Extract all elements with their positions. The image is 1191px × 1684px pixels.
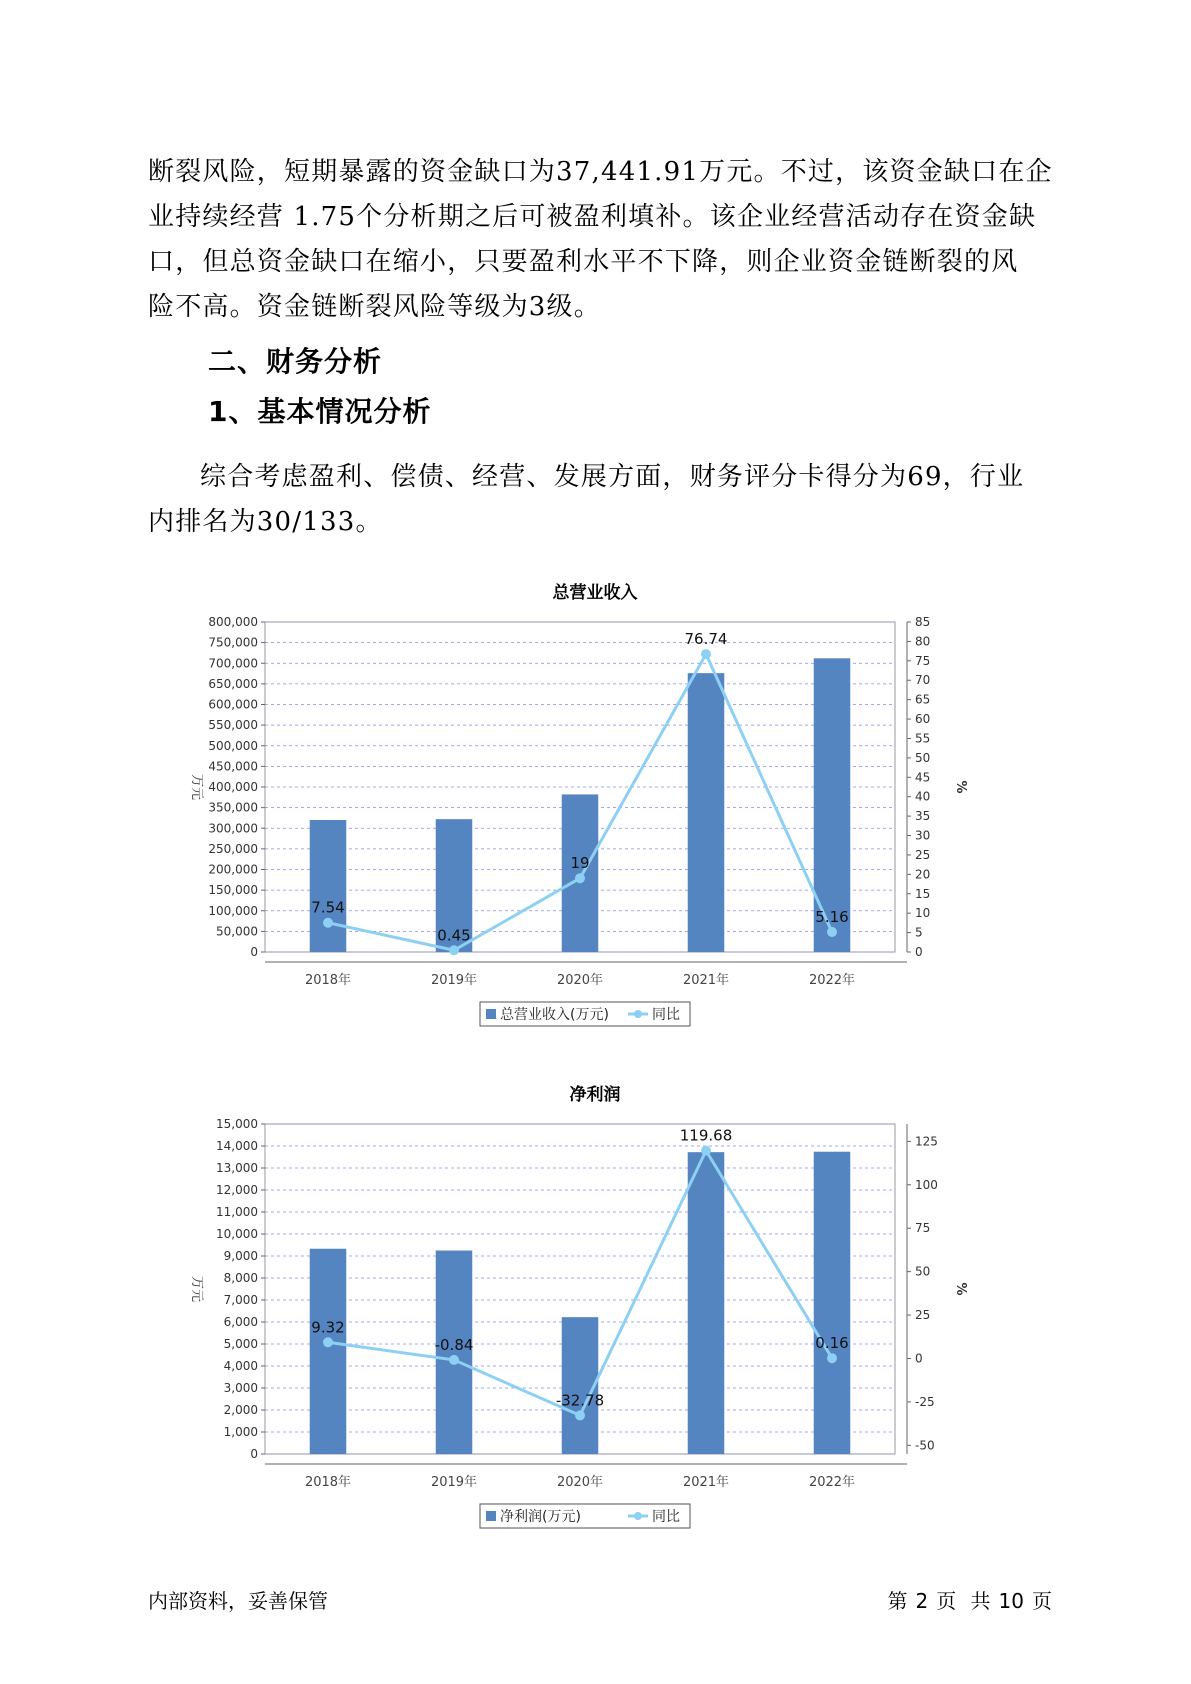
bar	[814, 1152, 851, 1454]
line-point	[701, 649, 711, 659]
y2-tick-label: 10	[915, 906, 931, 921]
y-tick-label: 400,000	[208, 780, 258, 794]
y-tick-label: 350,000	[208, 800, 258, 815]
y-tick-label: 600,000	[208, 697, 258, 712]
y-tick-label: 800,000	[208, 615, 258, 629]
y2-tick-label: -25	[915, 1394, 935, 1409]
data-label: -0.84	[434, 1335, 474, 1354]
net-profit-chart	[175, 1112, 1035, 1532]
y-axis-title: 万元	[189, 773, 204, 801]
y2-tick-label: 5	[915, 925, 923, 940]
y-tick-label: 250,000	[208, 841, 258, 856]
data-label: 5.16	[815, 907, 849, 926]
current-page: 2	[915, 1589, 929, 1613]
y-tick-label: 2,000	[223, 1403, 258, 1417]
legend-bar-label: 总营业收入(万元)	[500, 1007, 609, 1023]
chart-title-net-profit: 净利润	[569, 1085, 621, 1105]
x-tick-label: 2021年	[682, 973, 730, 988]
text-line: 内排名为30/133。	[148, 507, 383, 537]
text-line: 断裂风险，短期暴露的资金缺口为37,441.91万元。不过，该资金缺口在企	[148, 157, 1053, 187]
y2-tick-label: 20	[915, 867, 931, 882]
line-point	[449, 1355, 459, 1365]
y-tick-label: 12,000	[216, 1183, 258, 1197]
revenue-chart	[175, 610, 1035, 1030]
x-tick-label: 2018年	[304, 1475, 352, 1490]
y-tick-label: 7,000	[223, 1293, 258, 1307]
line-point	[323, 1337, 333, 1347]
y-tick-label: 700,000	[208, 656, 258, 671]
data-label: 76.74	[684, 630, 728, 649]
line-point	[575, 1410, 585, 1420]
data-label: 119.68	[679, 1126, 733, 1145]
text-line: 险不高。资金链断裂风险等级为3级。	[148, 292, 601, 322]
y2-tick-label: 55	[915, 731, 931, 746]
total-prefix: 共	[970, 1589, 991, 1613]
y-tick-label: 8,000	[223, 1271, 258, 1285]
x-tick-label: 2019年	[430, 1475, 478, 1490]
y2-tick-label: 85	[915, 615, 931, 629]
bar	[562, 794, 599, 952]
text-line: 业持续经营 1.75个分析期之后可被盈利填补。该企业经营活动存在资金缺	[148, 202, 1037, 232]
x-tick-label: 2020年	[556, 973, 604, 988]
legend-line-label: 同比	[652, 1007, 680, 1023]
y-tick-label: 50,000	[216, 924, 258, 939]
y-tick-label: 3,000	[223, 1381, 258, 1395]
y2-tick-label: 100	[915, 1177, 938, 1192]
risk-paragraph	[148, 150, 1054, 330]
y-tick-label: 650,000	[208, 676, 258, 691]
y-tick-label: 13,000	[216, 1161, 258, 1175]
data-label: 9.32	[311, 1318, 345, 1337]
y2-axis-title: %	[953, 780, 968, 794]
bar	[688, 1152, 725, 1454]
y-tick-label: 0	[250, 945, 258, 959]
y2-tick-label: 75	[915, 653, 931, 668]
y2-tick-label: -50	[915, 1438, 935, 1453]
section-heading: 二、财务分析	[208, 345, 383, 378]
y2-tick-label: 65	[915, 692, 931, 707]
y2-tick-label: 15	[915, 886, 931, 901]
y-tick-label: 150,000	[208, 883, 258, 898]
x-tick-label: 2020年	[556, 1475, 604, 1490]
y-tick-label: 300,000	[208, 821, 258, 836]
y-tick-label: 100,000	[208, 903, 258, 918]
x-tick-label: 2022年	[808, 1475, 856, 1490]
y-tick-label: 9,000	[223, 1249, 258, 1263]
y2-tick-label: 80	[915, 634, 931, 649]
legend-bar-swatch	[486, 1009, 496, 1019]
x-tick-label: 2018年	[304, 973, 352, 988]
y-axis-title: 万元	[189, 1275, 204, 1303]
y2-tick-label: 50	[915, 750, 931, 765]
x-tick-label: 2021年	[682, 1475, 730, 1490]
y-tick-label: 0	[250, 1447, 258, 1461]
y-tick-label: 11,000	[216, 1205, 258, 1219]
chart-title-revenue: 总营业收入	[552, 583, 638, 603]
legend-bar-swatch	[486, 1511, 496, 1521]
y2-tick-label: 75	[915, 1221, 931, 1236]
y-tick-label: 14,000	[216, 1139, 258, 1153]
y-tick-label: 15,000	[216, 1117, 258, 1131]
page-suffix: 页	[1032, 1589, 1052, 1613]
line-point	[701, 1146, 711, 1156]
y-tick-label: 200,000	[208, 862, 258, 877]
page-prefix: 第	[887, 1589, 908, 1613]
line-point	[827, 927, 837, 937]
line-point	[827, 1353, 837, 1363]
x-tick-label: 2019年	[430, 973, 478, 988]
legend-line-label: 同比	[652, 1509, 680, 1525]
y2-axis-title: %	[953, 1282, 968, 1296]
y-tick-label: 500,000	[208, 738, 258, 753]
subsection-heading: 1、基本情况分析	[208, 395, 432, 428]
data-label: -32.78	[555, 1391, 605, 1410]
y2-tick-label: 40	[915, 789, 931, 804]
y2-tick-label: 25	[915, 1308, 931, 1323]
y-tick-label: 750,000	[208, 635, 258, 650]
line-point	[575, 873, 585, 883]
y2-tick-label: 25	[915, 847, 931, 862]
bar	[688, 673, 725, 952]
data-label: 0.16	[815, 1334, 849, 1353]
y-tick-label: 4,000	[223, 1359, 258, 1373]
y2-tick-label: 35	[915, 809, 931, 824]
y-tick-label: 6,000	[223, 1315, 258, 1329]
legend-line-marker	[634, 1010, 642, 1018]
page-number	[883, 1585, 1056, 1614]
x-tick-label: 2022年	[808, 973, 856, 988]
y-tick-label: 5,000	[223, 1337, 258, 1351]
summary-paragraph	[148, 455, 1054, 545]
bar	[310, 1249, 347, 1454]
data-label: 19	[570, 854, 590, 873]
legend-line-marker	[634, 1512, 642, 1520]
bar	[310, 820, 347, 952]
y-tick-label: 450,000	[208, 759, 258, 774]
y2-tick-label: 30	[915, 828, 931, 843]
y-tick-label: 10,000	[216, 1227, 258, 1241]
y2-tick-label: 45	[915, 770, 931, 785]
y2-tick-label: 0	[915, 945, 923, 959]
y-tick-label: 550,000	[208, 718, 258, 733]
text-line: 综合考虑盈利、偿债、经营、发展方面，财务评分卡得分为69，行业	[200, 462, 1025, 492]
data-label: 7.54	[311, 898, 345, 917]
y2-tick-label: 50	[915, 1264, 931, 1279]
legend-bar-label: 净利润(万元)	[500, 1509, 581, 1525]
line-point	[323, 918, 333, 928]
y2-tick-label: 0	[915, 1351, 923, 1366]
y2-tick-label: 60	[915, 712, 931, 727]
text-line: 口，但总资金缺口在缩小，只要盈利水平不下降，则企业资金链断裂的风	[148, 247, 1019, 277]
line-point	[449, 945, 459, 955]
data-label: 0.45	[437, 926, 471, 945]
y-tick-label: 1,000	[223, 1425, 258, 1439]
total-pages: 10	[998, 1589, 1024, 1613]
page-mid: 页	[936, 1589, 957, 1613]
y2-tick-label: 70	[915, 673, 931, 688]
y2-tick-label: 125	[915, 1134, 938, 1149]
footer-note: 内部资料，妥善保管	[148, 1589, 328, 1613]
